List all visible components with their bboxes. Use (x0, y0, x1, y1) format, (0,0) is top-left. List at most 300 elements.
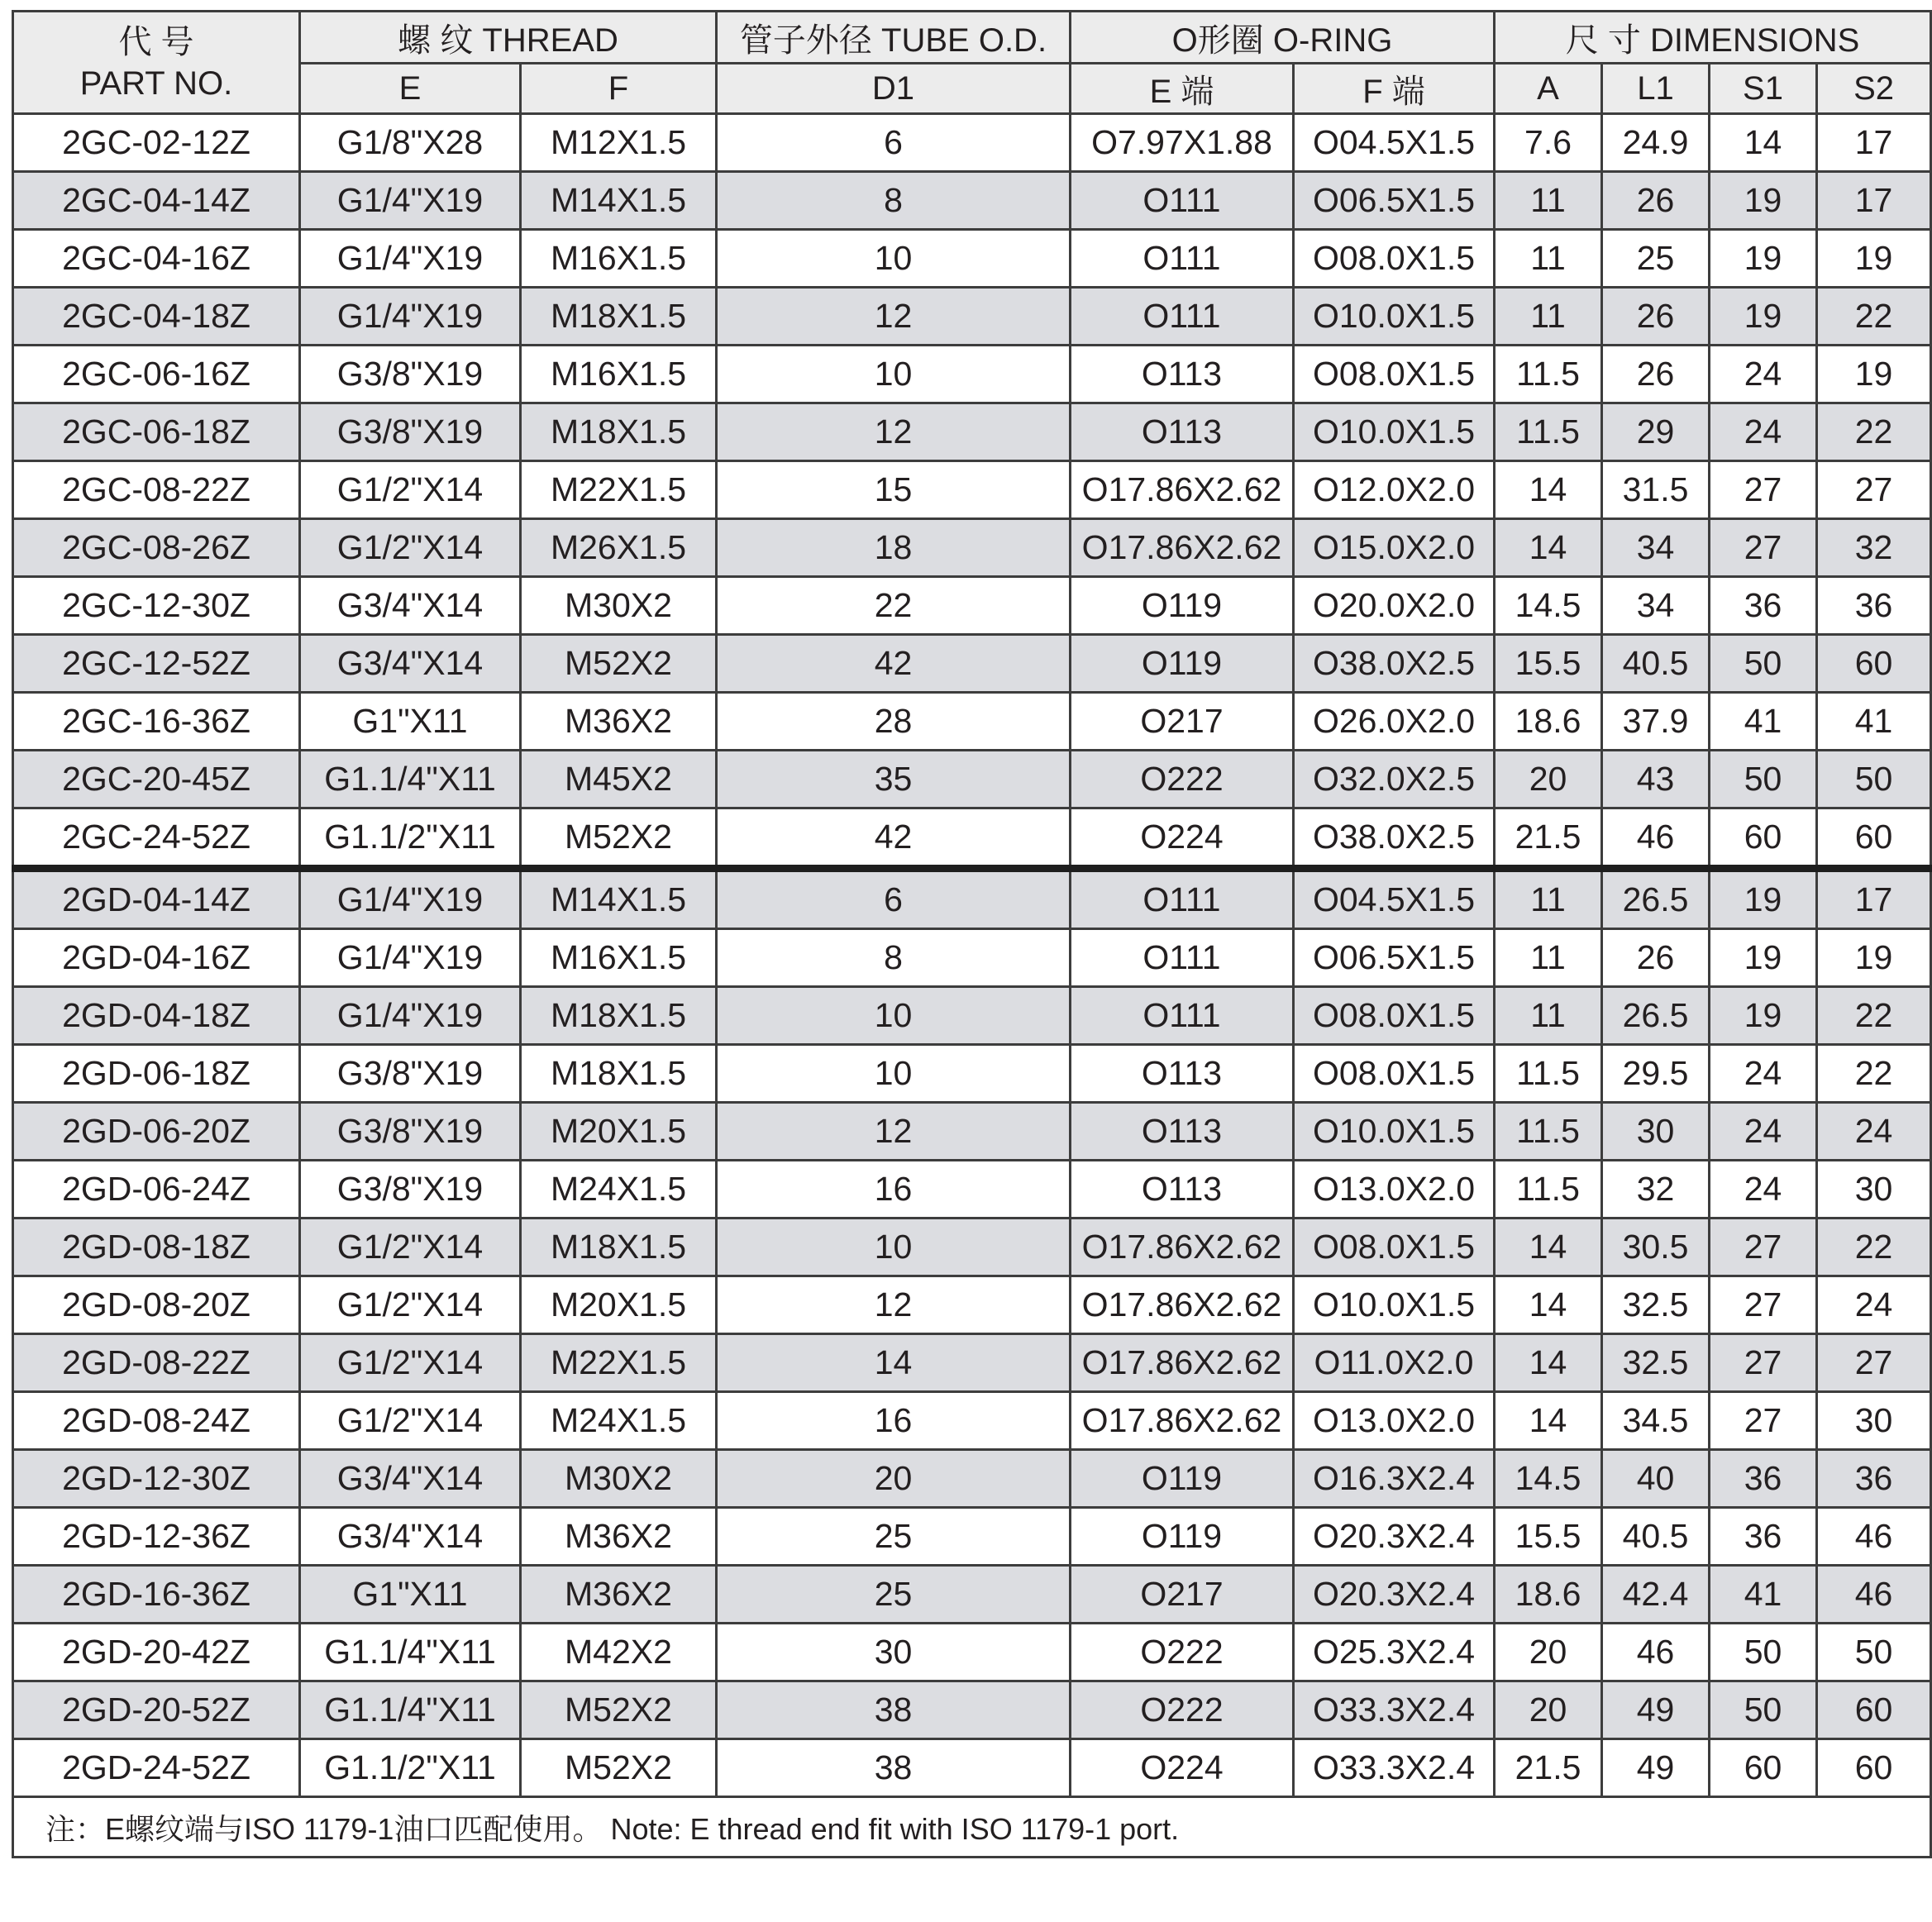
dim-s1-cell: 27 (1710, 1392, 1817, 1450)
thread-f-cell: M20X1.5 (521, 1103, 717, 1161)
dim-s2-cell: 46 (1817, 1508, 1931, 1566)
part-no-cell: 2GD-12-36Z (13, 1508, 300, 1566)
thread-e-cell: G1.1/4"X11 (300, 751, 521, 808)
dim-s2-cell: 32 (1817, 519, 1931, 577)
dim-s1-cell: 19 (1710, 987, 1817, 1045)
dim-s1-cell: 27 (1710, 1334, 1817, 1392)
part-no-cell: 2GC-02-12Z (13, 114, 300, 172)
dim-s2-cell: 36 (1817, 577, 1931, 635)
oring-f-cell: O08.0X1.5 (1294, 346, 1495, 403)
dim-s1-cell: 41 (1710, 1566, 1817, 1624)
part-no-cell: 2GD-06-20Z (13, 1103, 300, 1161)
header-d1: D1 (717, 64, 1071, 114)
table-footer (13, 1797, 1931, 1858)
dim-a-cell: 11.5 (1495, 1045, 1602, 1103)
dim-a-cell: 11 (1495, 929, 1602, 987)
tube-od-cell: 18 (717, 519, 1071, 577)
thread-e-cell: G1/8"X28 (300, 114, 521, 172)
oring-e-cell: O119 (1071, 1508, 1294, 1566)
dim-s1-cell: 27 (1710, 519, 1817, 577)
table-row (13, 1219, 1931, 1276)
oring-f-cell: O08.0X1.5 (1294, 1219, 1495, 1276)
dim-l1-cell: 31.5 (1602, 461, 1710, 519)
dim-a-cell: 11.5 (1495, 403, 1602, 461)
thread-f-cell: M30X2 (521, 1450, 717, 1508)
part-no-cell: 2GD-24-52Z (13, 1739, 300, 1797)
dim-s2-cell: 41 (1817, 693, 1931, 751)
table-row (13, 929, 1931, 987)
dim-l1-cell: 32.5 (1602, 1276, 1710, 1334)
thread-f-cell: M45X2 (521, 751, 717, 808)
oring-f-cell: O38.0X2.5 (1294, 808, 1495, 869)
header-thread-f: F (521, 64, 717, 114)
tube-od-cell: 12 (717, 1103, 1071, 1161)
thread-e-cell: G3/4"X14 (300, 1450, 521, 1508)
oring-e-cell: O222 (1071, 751, 1294, 808)
dim-s2-cell: 22 (1817, 288, 1931, 346)
table-row (13, 577, 1931, 635)
part-no-cell: 2GD-20-52Z (13, 1681, 300, 1739)
thread-f-cell: M18X1.5 (521, 1045, 717, 1103)
table-row (13, 1566, 1931, 1624)
dim-l1-cell: 24.9 (1602, 114, 1710, 172)
thread-f-cell: M14X1.5 (521, 869, 717, 929)
dim-s2-cell: 36 (1817, 1450, 1931, 1508)
dim-l1-cell: 26 (1602, 346, 1710, 403)
part-no-cell: 2GD-08-18Z (13, 1219, 300, 1276)
dim-a-cell: 11.5 (1495, 1103, 1602, 1161)
dim-l1-cell: 30 (1602, 1103, 1710, 1161)
dim-l1-cell: 40 (1602, 1450, 1710, 1508)
part-no-cell: 2GC-16-36Z (13, 693, 300, 751)
thread-e-cell: G1.1/2"X11 (300, 808, 521, 869)
oring-f-cell: O26.0X2.0 (1294, 693, 1495, 751)
table-row (13, 1103, 1931, 1161)
oring-f-cell: O04.5X1.5 (1294, 114, 1495, 172)
thread-e-cell: G3/4"X14 (300, 1508, 521, 1566)
oring-f-cell: O32.0X2.5 (1294, 751, 1495, 808)
dim-l1-cell: 29.5 (1602, 1045, 1710, 1103)
oring-f-cell: O10.0X1.5 (1294, 403, 1495, 461)
dim-s2-cell: 60 (1817, 1739, 1931, 1797)
dim-a-cell: 14.5 (1495, 1450, 1602, 1508)
oring-e-cell: O113 (1071, 1161, 1294, 1219)
tube-od-cell: 25 (717, 1566, 1071, 1624)
dim-s2-cell: 22 (1817, 987, 1931, 1045)
dim-l1-cell: 26 (1602, 288, 1710, 346)
table-row (13, 230, 1931, 288)
dim-l1-cell: 42.4 (1602, 1566, 1710, 1624)
part-no-cell: 2GD-20-42Z (13, 1624, 300, 1681)
dim-a-cell: 20 (1495, 1681, 1602, 1739)
table-row (13, 519, 1931, 577)
dim-s1-cell: 19 (1710, 869, 1817, 929)
thread-f-cell: M36X2 (521, 1566, 717, 1624)
dim-s1-cell: 24 (1710, 1103, 1817, 1161)
dim-l1-cell: 46 (1602, 808, 1710, 869)
thread-f-cell: M26X1.5 (521, 519, 717, 577)
part-no-cell: 2GC-04-14Z (13, 172, 300, 230)
part-no-cell: 2GD-08-20Z (13, 1276, 300, 1334)
tube-od-cell: 25 (717, 1508, 1071, 1566)
dim-a-cell: 11 (1495, 288, 1602, 346)
thread-f-cell: M52X2 (521, 808, 717, 869)
tube-od-cell: 16 (717, 1392, 1071, 1450)
header-thread-e: E (300, 64, 521, 114)
part-no-cell: 2GC-08-22Z (13, 461, 300, 519)
tube-od-cell: 42 (717, 808, 1071, 869)
thread-f-cell: M42X2 (521, 1624, 717, 1681)
thread-f-cell: M20X1.5 (521, 1276, 717, 1334)
dim-l1-cell: 43 (1602, 751, 1710, 808)
thread-e-cell: G1/2"X14 (300, 1276, 521, 1334)
oring-e-cell: O119 (1071, 577, 1294, 635)
part-no-cell: 2GD-06-24Z (13, 1161, 300, 1219)
dim-s2-cell: 24 (1817, 1276, 1931, 1334)
dim-s1-cell: 24 (1710, 1161, 1817, 1219)
thread-e-cell: G3/8"X19 (300, 1161, 521, 1219)
dim-s1-cell: 27 (1710, 1276, 1817, 1334)
dim-s1-cell: 60 (1710, 1739, 1817, 1797)
thread-f-cell: M36X2 (521, 693, 717, 751)
table-row (13, 869, 1931, 929)
dim-a-cell: 11 (1495, 987, 1602, 1045)
header-row-main (13, 12, 1931, 64)
dim-s1-cell: 14 (1710, 114, 1817, 172)
header-s1: S1 (1710, 64, 1817, 114)
dim-s1-cell: 24 (1710, 346, 1817, 403)
tube-od-cell: 14 (717, 1334, 1071, 1392)
dim-s2-cell: 22 (1817, 1045, 1931, 1103)
header-row-sub (13, 64, 1931, 114)
table-row (13, 1045, 1931, 1103)
tube-od-cell: 10 (717, 346, 1071, 403)
oring-f-cell: O10.0X1.5 (1294, 1276, 1495, 1334)
thread-e-cell: G1/2"X14 (300, 1392, 521, 1450)
header-a: A (1495, 64, 1602, 114)
oring-e-cell: O111 (1071, 869, 1294, 929)
dim-s2-cell: 22 (1817, 1219, 1931, 1276)
dim-l1-cell: 29 (1602, 403, 1710, 461)
thread-e-cell: G1/4"X19 (300, 288, 521, 346)
header-l1: L1 (1602, 64, 1710, 114)
tube-od-cell: 12 (717, 288, 1071, 346)
spec-sheet (12, 10, 1930, 1858)
dim-a-cell: 15.5 (1495, 635, 1602, 693)
fitting-spec-table (12, 10, 1932, 1858)
oring-e-cell: O17.86X2.62 (1071, 1334, 1294, 1392)
table-row (13, 172, 1931, 230)
table-row (13, 1739, 1931, 1797)
dim-s1-cell: 19 (1710, 172, 1817, 230)
oring-f-cell: O25.3X2.4 (1294, 1624, 1495, 1681)
thread-f-cell: M16X1.5 (521, 230, 717, 288)
oring-e-cell: O113 (1071, 346, 1294, 403)
dim-l1-cell: 26 (1602, 172, 1710, 230)
dim-s2-cell: 50 (1817, 1624, 1931, 1681)
table-row (13, 808, 1931, 869)
oring-e-cell: O111 (1071, 172, 1294, 230)
dim-s2-cell: 17 (1817, 172, 1931, 230)
tube-od-cell: 10 (717, 1219, 1071, 1276)
dim-s2-cell: 22 (1817, 403, 1931, 461)
dim-l1-cell: 34 (1602, 577, 1710, 635)
oring-f-cell: O10.0X1.5 (1294, 1103, 1495, 1161)
dim-s2-cell: 24 (1817, 1103, 1931, 1161)
oring-f-cell: O16.3X2.4 (1294, 1450, 1495, 1508)
table-row (13, 1624, 1931, 1681)
header-part-no (13, 12, 300, 114)
oring-f-cell: O06.5X1.5 (1294, 929, 1495, 987)
dim-a-cell: 14 (1495, 1334, 1602, 1392)
dim-a-cell: 14 (1495, 1276, 1602, 1334)
tube-od-cell: 8 (717, 172, 1071, 230)
dim-l1-cell: 40.5 (1602, 1508, 1710, 1566)
tube-od-cell: 20 (717, 1450, 1071, 1508)
oring-e-cell: O222 (1071, 1624, 1294, 1681)
dim-l1-cell: 26.5 (1602, 869, 1710, 929)
oring-e-cell: O224 (1071, 808, 1294, 869)
dim-s1-cell: 27 (1710, 1219, 1817, 1276)
thread-f-cell: M24X1.5 (521, 1392, 717, 1450)
part-no-cell: 2GC-06-18Z (13, 403, 300, 461)
header-oring-e: E 端 (1071, 64, 1294, 114)
oring-e-cell: O111 (1071, 929, 1294, 987)
oring-e-cell: O217 (1071, 1566, 1294, 1624)
tube-od-cell: 16 (717, 1161, 1071, 1219)
thread-f-cell: M18X1.5 (521, 288, 717, 346)
thread-f-cell: M22X1.5 (521, 461, 717, 519)
dim-l1-cell: 49 (1602, 1681, 1710, 1739)
oring-f-cell: O20.3X2.4 (1294, 1566, 1495, 1624)
thread-f-cell: M18X1.5 (521, 403, 717, 461)
dim-s1-cell: 36 (1710, 1508, 1817, 1566)
part-no-cell: 2GD-12-30Z (13, 1450, 300, 1508)
table-row (13, 987, 1931, 1045)
dim-s1-cell: 27 (1710, 461, 1817, 519)
table-row (13, 693, 1931, 751)
dim-a-cell: 11.5 (1495, 346, 1602, 403)
dim-a-cell: 18.6 (1495, 693, 1602, 751)
oring-e-cell: O17.86X2.62 (1071, 1276, 1294, 1334)
dim-a-cell: 21.5 (1495, 808, 1602, 869)
part-no-cell: 2GC-12-30Z (13, 577, 300, 635)
oring-e-cell: O119 (1071, 635, 1294, 693)
thread-e-cell: G1/2"X14 (300, 1334, 521, 1392)
dim-a-cell: 18.6 (1495, 1566, 1602, 1624)
table-row (13, 1450, 1931, 1508)
dim-l1-cell: 30.5 (1602, 1219, 1710, 1276)
oring-e-cell: O217 (1071, 693, 1294, 751)
thread-e-cell: G1/4"X19 (300, 869, 521, 929)
dim-s2-cell: 50 (1817, 751, 1931, 808)
table-row (13, 461, 1931, 519)
thread-e-cell: G1"X11 (300, 693, 521, 751)
dim-l1-cell: 34 (1602, 519, 1710, 577)
part-no-cell: 2GD-08-22Z (13, 1334, 300, 1392)
thread-e-cell: G1/2"X14 (300, 519, 521, 577)
dim-s1-cell: 24 (1710, 403, 1817, 461)
dim-l1-cell: 26.5 (1602, 987, 1710, 1045)
dim-s1-cell: 50 (1710, 1624, 1817, 1681)
dim-s1-cell: 19 (1710, 230, 1817, 288)
thread-e-cell: G1.1/2"X11 (300, 1739, 521, 1797)
dim-s2-cell: 27 (1817, 461, 1931, 519)
oring-e-cell: O111 (1071, 288, 1294, 346)
dim-s2-cell: 30 (1817, 1161, 1931, 1219)
dim-a-cell: 7.6 (1495, 114, 1602, 172)
dim-l1-cell: 25 (1602, 230, 1710, 288)
tube-od-cell: 15 (717, 461, 1071, 519)
thread-e-cell: G3/4"X14 (300, 577, 521, 635)
table-row (13, 1334, 1931, 1392)
thread-f-cell: M18X1.5 (521, 987, 717, 1045)
thread-e-cell: G3/8"X19 (300, 1103, 521, 1161)
dim-l1-cell: 40.5 (1602, 635, 1710, 693)
thread-e-cell: G1/2"X14 (300, 461, 521, 519)
part-no-cell: 2GC-04-18Z (13, 288, 300, 346)
thread-e-cell: G3/4"X14 (300, 635, 521, 693)
dim-s2-cell: 19 (1817, 230, 1931, 288)
oring-f-cell: O13.0X2.0 (1294, 1392, 1495, 1450)
header-dimensions: 尺 寸 DIMENSIONS (1495, 12, 1931, 64)
dim-s2-cell: 60 (1817, 1681, 1931, 1739)
tube-od-cell: 28 (717, 693, 1071, 751)
oring-f-cell: O33.3X2.4 (1294, 1739, 1495, 1797)
part-no-cell: 2GD-04-18Z (13, 987, 300, 1045)
oring-f-cell: O33.3X2.4 (1294, 1681, 1495, 1739)
thread-f-cell: M30X2 (521, 577, 717, 635)
dim-s2-cell: 17 (1817, 114, 1931, 172)
table-row (13, 403, 1931, 461)
oring-f-cell: O15.0X2.0 (1294, 519, 1495, 577)
dim-s2-cell: 17 (1817, 869, 1931, 929)
table-row (13, 635, 1931, 693)
dim-s1-cell: 24 (1710, 1045, 1817, 1103)
dim-s1-cell: 36 (1710, 1450, 1817, 1508)
oring-e-cell: O17.86X2.62 (1071, 461, 1294, 519)
thread-f-cell: M22X1.5 (521, 1334, 717, 1392)
oring-f-cell: O08.0X1.5 (1294, 1045, 1495, 1103)
thread-e-cell: G1/4"X19 (300, 929, 521, 987)
thread-f-cell: M52X2 (521, 635, 717, 693)
part-no-cell: 2GC-08-26Z (13, 519, 300, 577)
tube-od-cell: 22 (717, 577, 1071, 635)
header-part-no-en: PART NO. (79, 64, 233, 102)
header-tube-od: 管子外径 TUBE O.D. (717, 12, 1071, 64)
tube-od-cell: 6 (717, 114, 1071, 172)
dim-a-cell: 11 (1495, 230, 1602, 288)
dim-l1-cell: 49 (1602, 1739, 1710, 1797)
part-no-cell: 2GD-08-24Z (13, 1392, 300, 1450)
thread-e-cell: G1/4"X19 (300, 230, 521, 288)
thread-f-cell: M24X1.5 (521, 1161, 717, 1219)
oring-e-cell: O224 (1071, 1739, 1294, 1797)
header-thread: 螺 纹 THREAD (300, 12, 717, 64)
table-row (13, 751, 1931, 808)
part-no-cell: 2GD-16-36Z (13, 1566, 300, 1624)
thread-f-cell: M36X2 (521, 1508, 717, 1566)
oring-e-cell: O113 (1071, 1103, 1294, 1161)
tube-od-cell: 42 (717, 635, 1071, 693)
part-no-cell: 2GC-12-52Z (13, 635, 300, 693)
dim-s1-cell: 50 (1710, 635, 1817, 693)
table-row (13, 1392, 1931, 1450)
dim-l1-cell: 37.9 (1602, 693, 1710, 751)
dim-l1-cell: 34.5 (1602, 1392, 1710, 1450)
thread-e-cell: G1/4"X19 (300, 172, 521, 230)
dim-a-cell: 14 (1495, 461, 1602, 519)
thread-f-cell: M18X1.5 (521, 1219, 717, 1276)
note-row (13, 1797, 1931, 1858)
oring-f-cell: O12.0X2.0 (1294, 461, 1495, 519)
note-text: 注：E螺纹端与ISO 1179-1油口匹配使用。 Note: E thread end fit with ISO 1179-1 port. (13, 1797, 1931, 1858)
tube-od-cell: 35 (717, 751, 1071, 808)
dim-l1-cell: 46 (1602, 1624, 1710, 1681)
oring-e-cell: O113 (1071, 403, 1294, 461)
thread-e-cell: G3/8"X19 (300, 346, 521, 403)
header-s2: S2 (1817, 64, 1931, 114)
dim-s2-cell: 19 (1817, 346, 1931, 403)
thread-e-cell: G1.1/4"X11 (300, 1624, 521, 1681)
part-no-cell: 2GD-04-16Z (13, 929, 300, 987)
tube-od-cell: 38 (717, 1681, 1071, 1739)
dim-l1-cell: 26 (1602, 929, 1710, 987)
table-row (13, 346, 1931, 403)
dim-a-cell: 14 (1495, 519, 1602, 577)
dim-s1-cell: 41 (1710, 693, 1817, 751)
table-row (13, 288, 1931, 346)
dim-a-cell: 11.5 (1495, 1161, 1602, 1219)
table-row (13, 1276, 1931, 1334)
part-no-cell: 2GC-04-16Z (13, 230, 300, 288)
dim-s1-cell: 19 (1710, 288, 1817, 346)
tube-od-cell: 8 (717, 929, 1071, 987)
tube-od-cell: 10 (717, 1045, 1071, 1103)
part-no-cell: 2GD-04-14Z (13, 869, 300, 929)
dim-a-cell: 20 (1495, 751, 1602, 808)
dim-s1-cell: 50 (1710, 751, 1817, 808)
dim-a-cell: 11 (1495, 172, 1602, 230)
thread-e-cell: G1"X11 (300, 1566, 521, 1624)
dim-s2-cell: 46 (1817, 1566, 1931, 1624)
oring-e-cell: O119 (1071, 1450, 1294, 1508)
thread-f-cell: M16X1.5 (521, 346, 717, 403)
oring-f-cell: O20.0X2.0 (1294, 577, 1495, 635)
oring-e-cell: O111 (1071, 230, 1294, 288)
tube-od-cell: 6 (717, 869, 1071, 929)
oring-f-cell: O11.0X2.0 (1294, 1334, 1495, 1392)
oring-f-cell: O04.5X1.5 (1294, 869, 1495, 929)
oring-f-cell: O10.0X1.5 (1294, 288, 1495, 346)
dim-s1-cell: 50 (1710, 1681, 1817, 1739)
table-row (13, 1161, 1931, 1219)
dim-a-cell: 15.5 (1495, 1508, 1602, 1566)
oring-e-cell: O222 (1071, 1681, 1294, 1739)
dim-s2-cell: 60 (1817, 635, 1931, 693)
table-row (13, 1508, 1931, 1566)
thread-f-cell: M52X2 (521, 1739, 717, 1797)
dim-s1-cell: 19 (1710, 929, 1817, 987)
oring-e-cell: O17.86X2.62 (1071, 1219, 1294, 1276)
dim-l1-cell: 32.5 (1602, 1334, 1710, 1392)
dim-s2-cell: 27 (1817, 1334, 1931, 1392)
oring-e-cell: O113 (1071, 1045, 1294, 1103)
oring-f-cell: O08.0X1.5 (1294, 230, 1495, 288)
thread-e-cell: G1/2"X14 (300, 1219, 521, 1276)
oring-f-cell: O38.0X2.5 (1294, 635, 1495, 693)
part-no-cell: 2GC-20-45Z (13, 751, 300, 808)
